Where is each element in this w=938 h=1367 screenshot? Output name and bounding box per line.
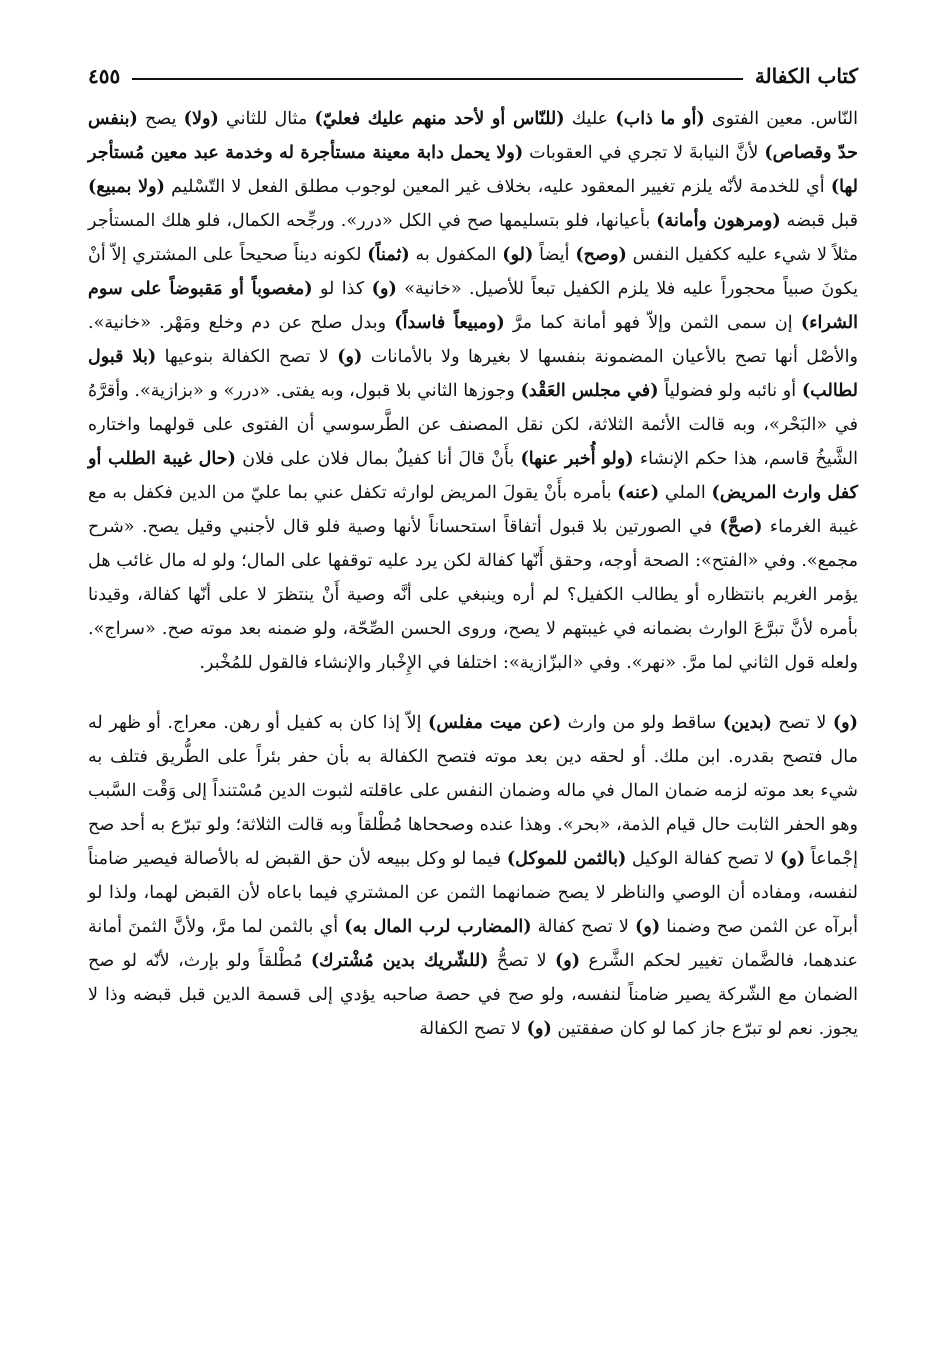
- matn-text: (ولا بمبيع): [88, 176, 165, 197]
- commentary-text: بأعيانها، فلو بتسليمها صح في الكل «درر». ورجِّحه الكمال، فلو هلك المستأجر مثلاً لا شيء عليه ككفيل النفس: [88, 211, 858, 265]
- commentary-text: لا تصح الكفالة بنوعيها: [156, 347, 338, 367]
- matn-text: (للشّريك بدين مُشْترك): [310, 950, 489, 971]
- matn-text: (بلا قبول لطالب): [88, 346, 858, 401]
- commentary-text: لا تصحُّ: [488, 951, 555, 971]
- paragraph: [88, 706, 858, 1046]
- matn-text: (للنّاس أو لأحد منهم عليك فعليّ): [314, 108, 565, 129]
- commentary-text: لا تصح: [771, 713, 833, 733]
- commentary-text: يصح: [137, 109, 184, 129]
- matn-text: (و): [832, 712, 858, 733]
- commentary-text: وجوزها الثاني بلا قبول، وبه يفتى. «درر» و «بزازية». وأقرَّهُ في «البَحْر»، وبه قالت الأئمة الثلاثة، لكن نقل المصنف عن الطَّرسوسي أن الفتوى على قولهما واختاره الشَّيخُ قاسم، هذا حكم الإنشاء: [88, 381, 859, 469]
- commentary-text: قبل قبضه: [780, 211, 859, 231]
- matn-text: (و): [371, 278, 397, 299]
- commentary-text: النّاس. معين الفتوى: [704, 109, 858, 129]
- matn-text: (ومبيعاً فاسداً): [394, 312, 505, 333]
- header-rule: [132, 78, 743, 80]
- commentary-text: إن سمى الثمن وإلاّ فهو أمانة كما مرَّ: [504, 313, 801, 333]
- commentary-text: وبدل صلح عن دم وخلع ومَهْر. «خانية». والأصْل أنها تصح بالأعيان المضمونة بنفسها لا بغيرها ولا بالأمانات: [88, 313, 858, 367]
- commentary-text: بأَنْ قالَ أنا كفيلٌ بمال فلان على فلان: [235, 449, 521, 469]
- matn-text: (مغصوباً أو مَقبوضاً على سوم الشراء): [88, 278, 859, 333]
- commentary-text: كذا لو: [312, 279, 372, 299]
- matn-text: (و): [635, 916, 661, 937]
- matn-text: (صحَّ): [719, 516, 763, 537]
- paragraph: [88, 102, 858, 680]
- matn-text: (بالثمن للموكل): [506, 848, 627, 869]
- commentary-text: أو نائبه ولو فضولياً: [658, 381, 802, 401]
- matn-text: (ولو أُخبر عنها): [520, 448, 634, 469]
- matn-text: (ولا يحمل دابة معينة مستأجرة له وخدمة عبد معين مُستأجر لها): [88, 142, 858, 197]
- matn-text: (ومرهون وأمانة): [656, 210, 781, 231]
- commentary-text: الملي: [659, 483, 712, 503]
- matn-text: (عن ميت مفلس): [428, 712, 562, 733]
- matn-text: (و): [780, 848, 806, 869]
- commentary-text: أيضاً: [533, 245, 576, 265]
- commentary-text: لا تصح الكفالة: [419, 1019, 527, 1039]
- commentary-text: المكفول به: [409, 245, 503, 265]
- commentary-text: عليك: [564, 109, 616, 129]
- running-title: كتاب الكفالة: [754, 64, 858, 88]
- commentary-text: ساقط ولو من وارث: [561, 713, 723, 733]
- matn-text: (حال غيبة الطلب أو كفل وارث المريض): [88, 448, 858, 503]
- page-number: ٤٥٥: [88, 64, 121, 88]
- matn-text: (المضارب لرب المال به): [344, 916, 532, 937]
- commentary-text: مثال للثاني: [218, 109, 315, 129]
- commentary-text: لا تصح كفالة: [531, 917, 636, 937]
- commentary-text: أي بالثمن لما مرَّ، ولأنَّ الثمنَ أمانة عندهما، فالضَّمان تغيير لحكم الشَّرع: [88, 917, 858, 971]
- matn-text: (و): [554, 950, 581, 971]
- commentary-text: مُطْلقاً ولو بإرث، لأنّه لو صح الضمان مع الشّركة يصير ضامناً لنفسه، ولو صح في حصة صاحبه يؤدي إلى قسمة الدين قبل قبضه وذا لا يجوز. نعم لو تبرّع جاز كما لو كان صفقتين: [88, 951, 858, 1039]
- page-header: [88, 58, 858, 88]
- matn-text: (وصح): [575, 244, 627, 265]
- commentary-text: لكونه ديناً صحيحاً على المشتري إلاّ أنْ يكونَ صبياً محجوراً عليه فلا يلزم الكفيل تبعاً للأصيل. «خانية»: [88, 245, 858, 299]
- matn-text: (بدين): [722, 712, 772, 733]
- commentary-text: لا تصح كفالة الوكيل: [626, 849, 780, 869]
- commentary-text: في الصورتين بلا قبول أتفاقاً استحساناً لأنها وصية فلو قال لأجنبي وقيل يصح. «شرح مجمع». وفي «الفتح»: الصحة أوجه، وحقق أَنّها كفالة لكن يرد عليه توقفها على المال؛ ولو له مال غائب هل يؤمر الغريم بانتظاره أو يطالب الكفيل؟ لم أره وينبغي على أنَّه وصية أَنْ ينتظرَ لا على أنّها كفالة، وقيدنا بأمره لأنَّ تبرَّعَ الوارث بضمانه في غيبتهم لا يصح، وروى الحسن الصِّحّة، ولو ضمنه بعد موته صح. «سراج». ولعله قول الثاني لما مرَّ. «نهر». وفي «البزّازية»: اختلفا في الإِخْبار والإنشاء فالقول للمُخْبر.: [88, 517, 858, 673]
- matn-text: (أو ما ذاب): [615, 108, 705, 129]
- commentary-text: بأمره بأَنْ يقولَ المريض لوارثه تكفل عني بما عليّ من الدين فكفل به مع غيبة الغرماء: [88, 483, 858, 537]
- page-body: [88, 102, 858, 1046]
- matn-text: (ولا): [183, 108, 219, 129]
- commentary-text: لأنَّ النيابةَ لا تجري في العقوبات: [523, 143, 765, 163]
- commentary-text: فيما لو وكل ببيعه لأن حق القبض له بالأصالة فيصير ضامناً لنفسه، ومفاده أن الوصي والناظر لا يصح ضمانهما الثمن عن المشتري فيما باعاه لأن القبض لهما، ولذا لو أبرآه عن الثمن صح وضمنا: [88, 849, 858, 937]
- commentary-text: أي للخدمة لأنّه يلزم تغيير المعقود عليه، بخلاف غير المعين لوجوب مطلق الفعل لا التّسْليم: [164, 177, 831, 197]
- commentary-text: إلاّ إذا كان به كفيل أو رهن. معراج. أو ظهر له مال فتصح بقدره. ابن ملك. أو لحقه دين بعد موته فتصح الكفالة به بأن حفر بئراً على الطُّريق فتلف به شيء بعد موته لزمه ضمان المال في ماله وضمان النفس على عاقلته لثبوت الدين مُسْتنداً إلى وَقْت السَّبب وهو الحفر الثابت حال قيام الذمة، «بحر». وهذا عنده وصححاها مُطْلقاً وبه قالت الثلاثة؛ ولو تبرّع به أحد صح إجْماعاً: [88, 713, 858, 869]
- matn-text: (في مجلس العَقْد): [520, 380, 659, 401]
- matn-text: (و): [337, 346, 363, 367]
- matn-text: (ثمناً): [367, 244, 410, 265]
- matn-text: (بنفس حدّ وقصاص): [88, 108, 858, 163]
- matn-text: (و): [526, 1018, 552, 1039]
- matn-text: (لو): [502, 244, 534, 265]
- matn-text: (عنه): [617, 482, 660, 503]
